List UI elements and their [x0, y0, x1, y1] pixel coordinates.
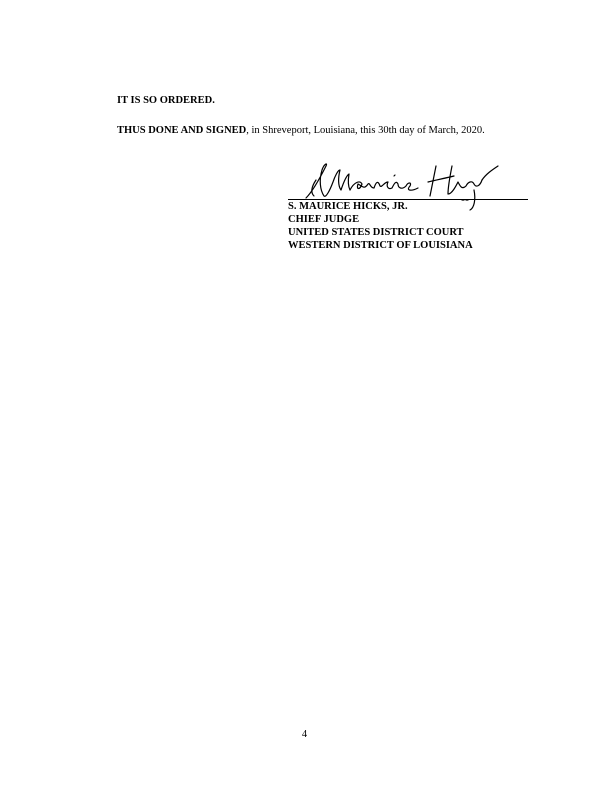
signature-text — [288, 200, 473, 252]
closing-statement — [117, 125, 485, 136]
signer-district: WESTERN DISTRICT OF LOUISIANA — [288, 240, 473, 251]
page-number: 4 — [301, 729, 308, 740]
signature-block — [286, 160, 531, 260]
signer-court: UNITED STATES DISTRICT COURT — [288, 227, 464, 238]
closing-rest: , in Shreveport, Louisiana, this 30th day of March, 2020. — [246, 125, 485, 136]
order-heading: IT IS SO ORDERED. — [117, 95, 215, 106]
signer-title: CHIEF JUDGE — [288, 214, 360, 225]
closing-lead: THUS DONE AND SIGNED — [117, 125, 247, 136]
signer-name: S. MAURICE HICKS, JR. — [288, 201, 408, 212]
